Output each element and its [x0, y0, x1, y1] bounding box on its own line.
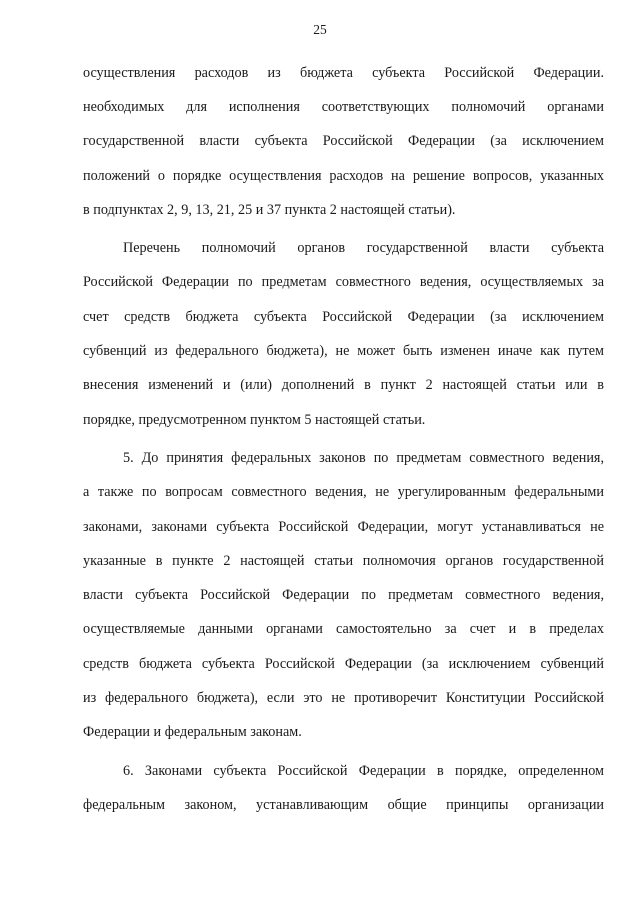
text-line	[83, 125, 604, 159]
text-line-content: законами, законами субъекта Российской Федерации, могут устанавливаться не	[83, 518, 604, 535]
text-line	[83, 754, 604, 788]
text-line	[83, 193, 604, 227]
body-text	[83, 56, 604, 823]
text-line	[83, 159, 604, 193]
text-line-content: федеральным законом, устанавливающим общие принципы организации	[83, 796, 604, 813]
text-line	[83, 56, 604, 90]
text-line	[83, 231, 604, 265]
text-line-content: внесения изменений и (или) дополнений в пункт 2 настоящей статьи или в	[83, 377, 604, 394]
text-line	[83, 788, 604, 822]
text-line-content: Российской Федерации по предметам совместного ведения, осуществляемых за	[83, 274, 604, 291]
text-line	[83, 578, 604, 612]
text-line-content: 5. До принятия федеральных законов по предметам совместного ведения,	[123, 449, 604, 466]
text-line	[83, 266, 604, 300]
text-line-content: власти субъекта Российской Федерации по предметам совместного ведения,	[83, 587, 604, 604]
text-line-content: средств бюджета субъекта Российской Федерации (за исключением субвенций	[83, 655, 604, 672]
text-line	[83, 300, 604, 334]
text-line	[83, 369, 604, 403]
text-line	[83, 90, 604, 124]
text-line-content: из федерального бюджета), если это не противоречит Конституции Российской	[83, 689, 604, 706]
text-line	[83, 613, 604, 647]
text-line-content: указанные в пункте 2 настоящей статьи полномочия органов государственной	[83, 552, 604, 569]
text-line	[83, 476, 604, 510]
text-line-content: Перечень полномочий органов государственной власти субъекта	[123, 240, 604, 257]
page-number: 25	[313, 22, 327, 37]
text-line-content: в подпунктах 2, 9, 13, 21, 25 и 37 пункта 2 настоящей статьи).	[83, 201, 456, 218]
text-line-content: государственной власти субъекта Российской Федерации (за исключением	[83, 133, 604, 150]
text-line	[83, 647, 604, 681]
text-line-content: счет средств бюджета субъекта Российской Федерации (за исключением	[83, 308, 604, 325]
text-line-content: порядке, предусмотренном пунктом 5 настоящей статьи.	[83, 411, 426, 428]
text-line-content: осуществления расходов из бюджета субъекта Российской Федерации.	[83, 64, 604, 81]
text-line-content: а также по вопросам совместного ведения, не урегулированным федеральными	[83, 484, 604, 501]
text-line	[83, 544, 604, 578]
text-line-content: 6. Законами субъекта Российской Федерации в порядке, определенном	[123, 762, 604, 779]
text-line	[83, 441, 604, 475]
text-line	[83, 510, 604, 544]
text-line	[83, 681, 604, 715]
text-line	[83, 716, 604, 750]
text-line-content: субвенций из федерального бюджета), не может быть изменен иначе как путем	[83, 343, 604, 360]
text-line	[83, 334, 604, 368]
text-line-content: необходимых для исполнения соответствующих полномочий органами	[83, 98, 604, 115]
text-line-content: осуществляемые данными органами самостоятельно за счет и в пределах	[83, 621, 604, 638]
text-line-content: положений о порядке осуществления расходов на решение вопросов, указанных	[83, 167, 604, 184]
text-line	[83, 403, 604, 437]
text-line-content: Федерации и федеральным законам.	[83, 724, 302, 741]
